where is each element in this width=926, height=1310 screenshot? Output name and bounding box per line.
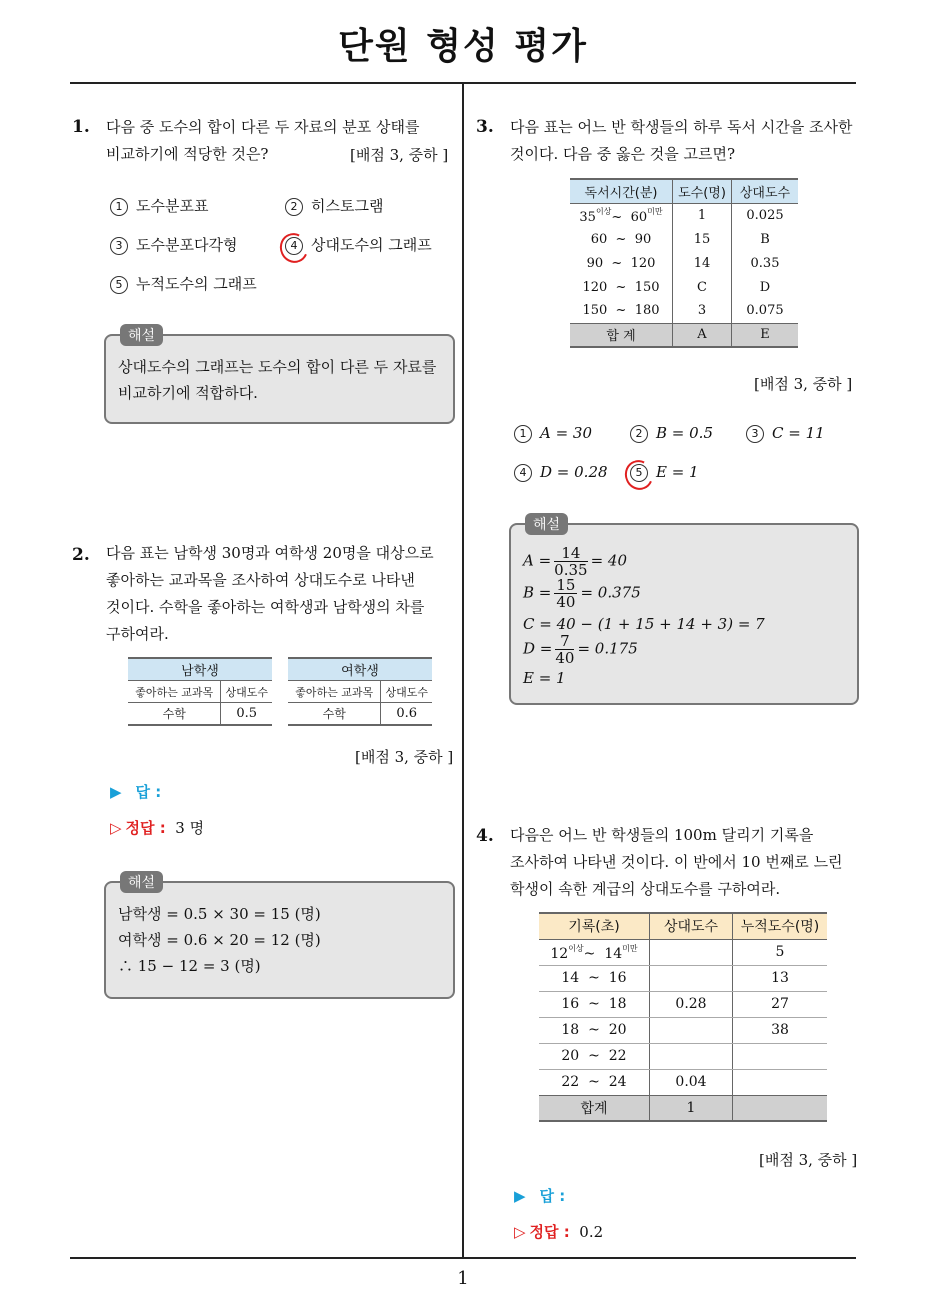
q4-correct-triangle-icon: ▷ bbox=[514, 1223, 526, 1241]
q4-row1-cum: 5 bbox=[733, 939, 828, 965]
table-row bbox=[539, 939, 827, 965]
q3-sol-A bbox=[523, 545, 627, 578]
q2-female-col2: 상대도수 bbox=[381, 681, 432, 703]
q2-solution-tag: 해설 bbox=[120, 871, 163, 893]
q3-option-5[interactable] bbox=[630, 463, 699, 482]
q3-row1-to: 60 bbox=[630, 209, 648, 225]
q3-row3-tilde: ~ bbox=[611, 255, 623, 271]
q4-row2-rel bbox=[650, 965, 733, 991]
q4-answer-triangle-icon: ▶ bbox=[514, 1187, 526, 1205]
q1-option-2[interactable] bbox=[285, 195, 383, 216]
q4-row2-to: 16 bbox=[608, 970, 627, 986]
q3-sol-B-den: 40 bbox=[556, 593, 576, 611]
q2-correct-triangle-icon: ▷ bbox=[110, 819, 122, 837]
q4-row1-tilde: ~ bbox=[583, 945, 596, 962]
q3-sol-C: C = 40 − (1 + 15 + 14 + 3) = 7 bbox=[523, 615, 765, 633]
q3-total-label: 합 계 bbox=[570, 323, 673, 347]
q3-sol-D-post: = 0.175 bbox=[577, 639, 638, 658]
q4-header-cum: 누적도수(명) bbox=[733, 913, 828, 939]
q2-text-line2: 좋아하는 교과목을 조사하여 상대도수로 나타낸 bbox=[106, 571, 415, 589]
q2-solution-line2: 여학생 = 0.6 × 20 = 12 (명) bbox=[118, 931, 321, 949]
q3-row3-to: 120 bbox=[630, 255, 656, 271]
q4-row4-to: 20 bbox=[608, 1022, 627, 1038]
q2-answer-label-text: 답 : bbox=[135, 783, 162, 801]
q3-row3-from: 90 bbox=[586, 255, 604, 271]
q1-solution-line1: 상대도수의 그래프는 도수의 합이 다른 두 자료를 bbox=[118, 358, 437, 376]
q4-header-rel: 상대도수 bbox=[650, 913, 733, 939]
q4-row2-from: 14 bbox=[561, 970, 580, 986]
q4-text-line3: 학생이 속한 계급의 상대도수를 구하여라. bbox=[510, 880, 781, 898]
q3-row2-freq: 15 bbox=[673, 227, 732, 251]
table-row bbox=[539, 1043, 827, 1069]
q2-correct-answer bbox=[110, 817, 204, 838]
q4-total-rel: 1 bbox=[650, 1095, 733, 1121]
q2-female-value: 0.6 bbox=[381, 703, 432, 725]
q3-solution-box bbox=[509, 517, 859, 705]
q1-option-2-text: 히스토그램 bbox=[311, 197, 384, 215]
q1-option-5[interactable] bbox=[110, 273, 257, 294]
q4-number: 4. bbox=[476, 826, 494, 846]
q3-sol-E: E = 1 bbox=[523, 669, 566, 687]
q3-sol-D-num: 7 bbox=[555, 633, 574, 650]
q1-solution-line2: 비교하기에 적합하다. bbox=[118, 384, 258, 402]
q4-correct-label: 정답 : bbox=[529, 1223, 570, 1241]
q3-above-mark: 이상 bbox=[595, 206, 612, 216]
q4-row5-class bbox=[539, 1043, 650, 1069]
q3-header-time: 독서시간(분) bbox=[570, 179, 673, 203]
q4-row3-from: 16 bbox=[561, 996, 580, 1012]
q1-text-line1: 다음 중 도수의 합이 다른 두 자료의 분포 상태를 bbox=[106, 118, 420, 136]
q3-number: 3. bbox=[476, 117, 494, 137]
q2-answer-label bbox=[110, 781, 161, 802]
q3-sol-A-post: = 40 bbox=[590, 551, 628, 570]
q4-row4-rel bbox=[650, 1017, 733, 1043]
q1-option-4-text: 상대도수의 그래프 bbox=[311, 236, 432, 254]
q2-answer-triangle-icon: ▶ bbox=[110, 783, 122, 801]
q4-header-record: 기록(초) bbox=[539, 913, 650, 939]
q3-option-3[interactable] bbox=[746, 424, 825, 443]
q2-male-col1: 좋아하는 교과목 bbox=[128, 681, 221, 703]
q1-solution-box bbox=[104, 328, 455, 424]
page-title: 단원 형성 평가 bbox=[338, 26, 588, 67]
q3-option-3-text: C = 11 bbox=[772, 424, 825, 442]
q3-row3-rel: 0.35 bbox=[750, 255, 780, 271]
q3-option-2[interactable] bbox=[630, 424, 713, 443]
q4-below-mark: 미만 bbox=[622, 943, 638, 953]
q4-row4-from: 18 bbox=[561, 1022, 580, 1038]
q3-row2-tilde: ~ bbox=[615, 231, 627, 247]
q2-question bbox=[106, 540, 456, 648]
q4-correct-answer bbox=[514, 1221, 603, 1242]
q3-row5-class bbox=[570, 299, 673, 323]
q2-male-value: 0.5 bbox=[221, 703, 272, 725]
q3-row2-rel: B bbox=[760, 231, 770, 247]
q4-row2-cum: 13 bbox=[733, 965, 828, 991]
q1-option-1[interactable] bbox=[110, 195, 208, 216]
table-row bbox=[570, 203, 798, 227]
q2-male-head: 남학생 bbox=[128, 658, 272, 681]
q4-total-cum bbox=[733, 1095, 828, 1121]
q4-row6-tilde: ~ bbox=[588, 1074, 600, 1090]
q4-row4-tilde: ~ bbox=[588, 1022, 600, 1038]
q2-female-col1: 좋아하는 교과목 bbox=[288, 681, 381, 703]
q2-text-line4: 구하여라. bbox=[106, 625, 169, 643]
q3-row4-tilde: ~ bbox=[615, 279, 627, 295]
q1-option-3-num: 3 bbox=[110, 237, 128, 255]
table-row bbox=[539, 991, 827, 1017]
q4-text-line1: 다음은 어느 반 학생들의 100m 달리기 기록을 bbox=[510, 826, 814, 844]
q3-option-2-num: 2 bbox=[630, 425, 648, 443]
q4-row2-tilde: ~ bbox=[588, 970, 600, 986]
table-row bbox=[539, 965, 827, 991]
q4-row2-class bbox=[539, 965, 650, 991]
q4-text-line2: 조사하여 나타낸 것이다. 이 반에서 10 번째로 느린 bbox=[510, 853, 843, 871]
q1-solution-tag: 해설 bbox=[120, 324, 163, 346]
q3-solution-math bbox=[523, 545, 843, 695]
q3-sol-B-num: 15 bbox=[556, 576, 576, 594]
table-row bbox=[539, 1069, 827, 1095]
q2-solution-box bbox=[104, 875, 455, 999]
column-divider bbox=[462, 84, 464, 1259]
q3-option-4[interactable] bbox=[514, 463, 608, 482]
q3-sol-A-pre: A = bbox=[523, 551, 552, 570]
q1-solution-text bbox=[118, 354, 443, 406]
q1-option-5-num: 5 bbox=[110, 276, 128, 294]
q3-text-line1: 다음 표는 어느 반 학생들의 하루 독서 시간을 조사한 bbox=[510, 118, 853, 136]
q3-row4-to: 150 bbox=[634, 279, 660, 295]
q4-row4-class bbox=[539, 1017, 650, 1043]
q3-row2-to: 90 bbox=[634, 231, 652, 247]
q3-sol-B-post: = 0.375 bbox=[580, 583, 641, 602]
q2-female-head: 여학생 bbox=[288, 658, 432, 681]
q3-sol-A-den: 0.35 bbox=[554, 561, 588, 579]
q4-row3-class bbox=[539, 991, 650, 1017]
q3-total-rel: E bbox=[732, 323, 799, 347]
q3-row5-to: 180 bbox=[634, 303, 660, 319]
q4-row6-to: 24 bbox=[608, 1074, 627, 1090]
q2-table-male bbox=[128, 657, 272, 726]
q3-solution-tag: 해설 bbox=[525, 513, 568, 535]
q3-row3-freq: 14 bbox=[673, 251, 732, 275]
q1-option-4[interactable] bbox=[285, 234, 432, 255]
q3-row5-rel: 0.075 bbox=[746, 303, 784, 319]
q4-row3-rel: 0.28 bbox=[650, 991, 733, 1017]
q4-answer-label bbox=[514, 1185, 565, 1206]
q4-row1-rel bbox=[650, 939, 733, 965]
q2-correct-label: 정답 : bbox=[125, 819, 166, 837]
q3-option-4-text: D = 0.28 bbox=[540, 463, 608, 481]
q4-row5-to: 22 bbox=[608, 1048, 627, 1064]
q3-row4-rel: D bbox=[759, 279, 771, 295]
q3-row1-from: 35 bbox=[579, 209, 596, 225]
q2-solution-line1: 남학생 = 0.5 × 30 = 15 (명) bbox=[118, 905, 321, 923]
q2-female-subject: 수학 bbox=[288, 703, 381, 725]
q3-option-5-num-marked: 5 bbox=[630, 464, 648, 482]
q4-correct-value: 0.2 bbox=[579, 1223, 604, 1241]
q3-text-line2: 것이다. 다음 중 옳은 것을 고르면? bbox=[510, 145, 736, 163]
q3-option-1-text: A = 30 bbox=[540, 424, 593, 442]
q3-option-1-num: 1 bbox=[514, 425, 532, 443]
q4-score: [배점 3, 중하 ] bbox=[759, 1151, 858, 1169]
q1-option-2-num: 2 bbox=[285, 198, 303, 216]
q3-row2-from: 60 bbox=[590, 231, 608, 247]
q4-row6-class bbox=[539, 1069, 650, 1095]
q4-row6-cum bbox=[733, 1069, 828, 1095]
q4-row3-cum: 27 bbox=[733, 991, 828, 1017]
q3-row5-tilde: ~ bbox=[615, 303, 627, 319]
q4-row5-tilde: ~ bbox=[588, 1048, 600, 1064]
q3-sol-D-den: 40 bbox=[555, 649, 575, 667]
q3-sol-B-pre: B = bbox=[523, 583, 552, 602]
q3-option-5-text: E = 1 bbox=[656, 463, 699, 481]
q4-row3-tilde: ~ bbox=[588, 996, 600, 1012]
q4-row5-cum bbox=[733, 1043, 828, 1069]
q3-option-3-num: 3 bbox=[746, 425, 764, 443]
q3-below-mark: 미만 bbox=[647, 206, 663, 216]
q1-score: [배점 3, 중하 ] bbox=[350, 146, 449, 164]
q4-answer-label-text: 답 : bbox=[539, 1187, 566, 1205]
table-row bbox=[570, 299, 798, 323]
q4-row4-cum: 38 bbox=[733, 1017, 828, 1043]
q4-table bbox=[539, 912, 827, 1122]
q3-row1-rel: 0.025 bbox=[746, 207, 784, 223]
q1-option-3-text: 도수분포다각형 bbox=[136, 236, 238, 254]
q2-number: 2. bbox=[72, 545, 90, 565]
q4-total-label: 합계 bbox=[539, 1095, 650, 1121]
q3-row5-from: 150 bbox=[582, 303, 608, 319]
q3-row4-freq: C bbox=[673, 275, 732, 299]
table-row bbox=[570, 227, 798, 251]
q3-row3-class bbox=[570, 251, 673, 275]
q3-sol-B bbox=[523, 577, 641, 610]
q2-score: [배점 3, 중하 ] bbox=[355, 748, 454, 766]
q3-row5-freq: 3 bbox=[673, 299, 732, 323]
q1-option-1-text: 도수분포표 bbox=[136, 197, 209, 215]
q2-text-line3: 것이다. 수학을 좋아하는 여학생과 남학생의 차를 bbox=[106, 598, 425, 616]
q3-sol-D bbox=[523, 633, 638, 666]
q3-row2-class bbox=[570, 227, 673, 251]
q2-correct-value: 3 명 bbox=[175, 819, 205, 837]
q1-option-4-num-marked: 4 bbox=[285, 237, 303, 255]
q4-row1-to: 14 bbox=[604, 945, 623, 962]
q2-text-line1: 다음 표는 남학생 30명과 여학생 20명을 대상으로 bbox=[106, 544, 434, 562]
q1-number: 1. bbox=[72, 117, 90, 137]
q1-option-5-text: 누적도수의 그래프 bbox=[136, 275, 257, 293]
q4-row1-class bbox=[539, 939, 650, 965]
table-row bbox=[539, 1017, 827, 1043]
q3-option-1[interactable] bbox=[514, 424, 592, 443]
q4-row5-rel bbox=[650, 1043, 733, 1069]
q4-row1-from: 12 bbox=[550, 945, 569, 962]
q3-row1-tilde: ~ bbox=[611, 209, 623, 225]
q4-row6-rel: 0.04 bbox=[650, 1069, 733, 1095]
table-row bbox=[570, 251, 798, 275]
q2-table-female bbox=[288, 657, 432, 726]
q3-total-freq: A bbox=[673, 323, 732, 347]
q4-row3-to: 18 bbox=[608, 996, 627, 1012]
q3-score: [배점 3, 중하 ] bbox=[754, 375, 853, 393]
q2-solution-line3: ∴ 15 − 12 = 3 (명) bbox=[118, 957, 261, 975]
q2-male-col2: 상대도수 bbox=[221, 681, 272, 703]
q4-question bbox=[510, 822, 870, 903]
q1-option-3[interactable] bbox=[110, 234, 237, 255]
table-row bbox=[570, 275, 798, 299]
page-number: 1 bbox=[457, 1268, 469, 1289]
q3-question bbox=[510, 114, 870, 168]
q3-row1-freq: 1 bbox=[673, 203, 732, 227]
q3-row4-class bbox=[570, 275, 673, 299]
q3-header-rel: 상대도수 bbox=[732, 179, 799, 203]
q2-male-subject: 수학 bbox=[128, 703, 221, 725]
q3-option-4-num: 4 bbox=[514, 464, 532, 482]
q2-solution-text bbox=[118, 901, 443, 979]
q3-header-freq: 도수(명) bbox=[673, 179, 732, 203]
q4-above-mark: 이상 bbox=[568, 943, 584, 953]
bottom-rule bbox=[70, 1257, 856, 1259]
q1-option-1-num: 1 bbox=[110, 198, 128, 216]
q4-row5-from: 20 bbox=[561, 1048, 580, 1064]
q3-row1-class bbox=[570, 203, 673, 227]
q3-sol-D-pre: D = bbox=[523, 639, 553, 658]
q4-row6-from: 22 bbox=[561, 1074, 580, 1090]
q3-table bbox=[570, 178, 798, 348]
q3-option-2-text: B = 0.5 bbox=[656, 424, 713, 442]
q3-sol-A-num: 14 bbox=[554, 545, 587, 562]
q1-text-line2: 비교하기에 적당한 것은? bbox=[106, 145, 269, 163]
q3-row4-from: 120 bbox=[582, 279, 608, 295]
